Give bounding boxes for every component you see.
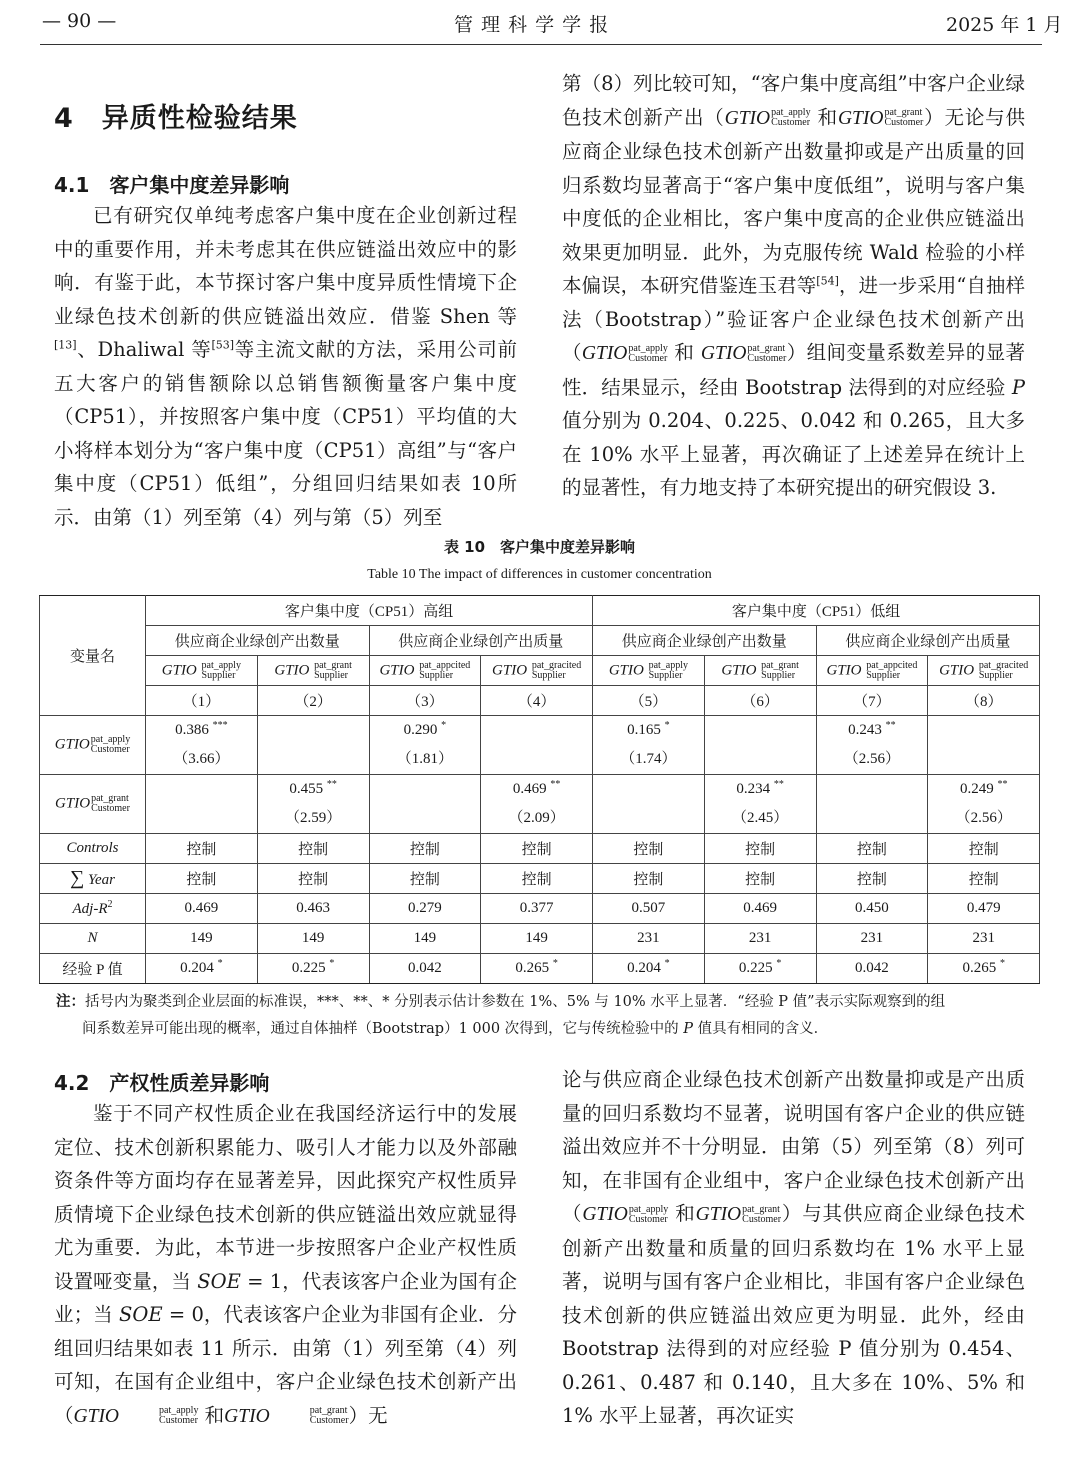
value-cell: 231 [593, 924, 705, 954]
col-number: （6） [704, 686, 816, 716]
value-cell: 149 [481, 924, 593, 954]
table-caption-en: Table 10 The impact of differences in customer concentration [367, 567, 712, 582]
issue-date: 2025 年 1 月 [946, 14, 1063, 36]
value-cell: 控制 [369, 864, 481, 894]
coef-cell [257, 716, 369, 775]
value-cell: 0.279 [369, 894, 481, 924]
value-cell: 0.469 [146, 894, 258, 924]
pvalue-cell: 0.265 * [481, 954, 593, 984]
pvalue-cell: 0.265 * [928, 954, 1040, 984]
value-cell: 149 [369, 924, 481, 954]
value-cell: 控制 [928, 834, 1040, 864]
dep-var-header: GTIO pat_grant Supplier [257, 656, 369, 686]
quality-header: 供应商企业绿创产出质量 [369, 626, 593, 656]
value-cell: 0.377 [481, 894, 593, 924]
row-pvalue [40, 954, 1040, 984]
table-row [40, 864, 1040, 894]
dep-var-header: GTIO pat_grant Supplier [704, 656, 816, 686]
value-cell: 控制 [146, 834, 258, 864]
coef-cell: 0.165 * （1.74） [593, 716, 705, 775]
value-cell: 0.463 [257, 894, 369, 924]
row-label: ∑ Year [40, 864, 146, 894]
dep-var-header: GTIO pat_gracited Supplier [928, 656, 1040, 686]
table-header-row-groups [40, 596, 1040, 626]
value-cell: 控制 [816, 864, 928, 894]
row-label: Controls [40, 834, 146, 864]
row-label: GTIO pat_grant Customer [40, 775, 146, 834]
para-4-2-right: 论与供应商企业绿色技术创新产出数量抑或是产出质量的回归系数均不显著，说明国有客户企业的供应链溢出效应并不十分明显．由第（5）列至第（8）列可知，在非国有企业组中，客户企业绿色技术创新产出（GTIO pat_apply Customer 和GTIO pat_grant Customer ）与其供应商企业绿色技术创新产出数量和质量的回归系数均在 1% 水平上显著，说明与国有客户企业相比，非国有客户企业绿色技术创新的供应链溢出效应更为明显．此外，经由 Bootstrap 法得到的对应经验 P 值分别为 0.454、0.261、0.487 和 0.140，且大多在 10%、5% 和 1% 水平上显著，再次证实 [562, 1068, 1025, 1427]
row-label: Adj-$R^2$ [40, 894, 146, 924]
value-cell: 控制 [816, 834, 928, 864]
coef-cell: 0.386 *** （3.66） [146, 716, 258, 775]
page-number: — 90 — [42, 10, 117, 32]
table-caption-cn: 表 10 客户集中度差异影响 [443, 538, 636, 556]
coef-cell: 0.455 ** （2.59） [257, 775, 369, 834]
pvalue-cell: 0.225 * [257, 954, 369, 984]
table-10 [39, 595, 1040, 984]
value-cell: 控制 [481, 864, 593, 894]
col-number: （7） [816, 686, 928, 716]
coef-cell: 0.243 ** （2.56） [816, 716, 928, 775]
pvalue-cell: 0.204 * [593, 954, 705, 984]
dep-var-header: GTIO pat_apply Supplier [593, 656, 705, 686]
header-rule [40, 44, 1042, 45]
subsection-title-4-2: 4.2 产权性质差异影响 [54, 1071, 270, 1095]
table-header-row-depvars [40, 656, 1040, 686]
table-row [40, 834, 1040, 864]
group-low-header: 客户集中度（CP51）低组 [593, 596, 1040, 626]
qty-header: 供应商企业绿创产出数量 [146, 626, 370, 656]
pvalue-cell: 0.204 * [146, 954, 258, 984]
para-4-1-right: 第（8）列比较可知，“客户集中度高组”中客户企业绿色技术创新产出（GTIO pat_apply Customer 和GTIO pat_grant Customer ）无论与供应商企业绿色技术创新产出数量抑或是产出质量的回归系数均显著高于“客户集中度低组”，说明与客户集中度低的企业相比，客户集中度高的企业供应链溢出效果更加明显．此外，为克服传统 Wald 检验的小样本偏误，本研究借鉴连玉君等[54]，进一步采用“自抽样法（Bootstrap）”验证客户企业绿色技术创新产出（GTIO pat_apply Customer 和 GTIO pat_grant Customer ）组间变量系数差异的显著性．结果显示，经由 Bootstrap 法得到的对应经验 P 值分别为 0.204、0.225、0.042 和 0.265，且大多在 10% 水平上显著，再次确证了上述差异在统计上的显著性，有力地支持了本研究提出的研究假设 3. [562, 72, 1025, 499]
table-row [40, 924, 1040, 954]
pvalue-cell: 0.042 [369, 954, 481, 984]
table-note [56, 988, 1041, 1043]
value-cell: 控制 [928, 864, 1040, 894]
col-number: （2） [257, 686, 369, 716]
note-line-2: 间系数差异可能出现的概率，通过自体抽样（Bootstrap）1 000 次得到，它与传统检验中的 P 值具有相同的含义． [82, 1021, 829, 1037]
value-cell: 0.507 [593, 894, 705, 924]
value-cell: 231 [816, 924, 928, 954]
coef-cell [704, 716, 816, 775]
subsection-title-4-1: 4.1 客户集中度差异影响 [54, 173, 290, 197]
row-label: GTIO pat_apply Customer [40, 716, 146, 775]
coef-cell [146, 775, 258, 834]
dep-var-header: GTIO pat_apply Supplier [146, 656, 258, 686]
table-row [40, 894, 1040, 924]
value-cell: 控制 [481, 834, 593, 864]
note-line-1: 注：括号内为聚类到企业层面的标准误，***、**、* 分别表示估计参数在 1%、5% 与 10% 水平上显著．“经验 P 值”表示实际观察到的组 [56, 993, 946, 1010]
coef-cell: 0.469 ** （2.09） [481, 775, 593, 834]
col-number: （3） [369, 686, 481, 716]
value-cell: 控制 [146, 864, 258, 894]
value-cell: 控制 [704, 834, 816, 864]
value-cell: 控制 [257, 834, 369, 864]
row-label: N [40, 924, 146, 954]
value-cell: 149 [146, 924, 258, 954]
qty-header: 供应商企业绿创产出数量 [593, 626, 817, 656]
row-gtio-apply-customer [40, 716, 1040, 775]
dep-var-header: GTIO pat_appcited Supplier [369, 656, 481, 686]
quality-header: 供应商企业绿创产出质量 [816, 626, 1040, 656]
section-title: 4 异质性检验结果 [54, 103, 298, 134]
value-cell: 0.450 [816, 894, 928, 924]
col-number: （1） [146, 686, 258, 716]
table-header-row-subgroups [40, 626, 1040, 656]
coef-cell: 0.249 ** （2.56） [928, 775, 1040, 834]
value-cell: 控制 [257, 864, 369, 894]
col-number: （4） [481, 686, 593, 716]
value-cell: 控制 [369, 834, 481, 864]
coef-cell [593, 775, 705, 834]
coef-cell [928, 716, 1040, 775]
value-cell: 控制 [593, 834, 705, 864]
value-cell: 231 [704, 924, 816, 954]
col-number: （8） [928, 686, 1040, 716]
group-high-header: 客户集中度（CP51）高组 [146, 596, 593, 626]
para-4-1-left: 已有研究仅单纯考虑客户集中度在企业创新过程中的重要作用，并未考虑其在供应链溢出效应中的影响．有鉴于此，本节探讨客户集中度异质性情境下企业绿色技术创新的供应链溢出效应．借鉴 Shen 等[13]、Dhaliwal 等[53]等主流文献的方法，采用公司前五大客户的销售额除以总销售额衡量客户集中度（CP51），并按照客户集中度（CP51）平均值的大小将样本划分为“客户集中度（CP51）高组”与“客户集中度（CP51）低组”，分组回归结果如表 10所示．由第（1）列至第（4）列与第（5）列至 [54, 204, 517, 529]
value-cell: 0.469 [704, 894, 816, 924]
coef-cell [816, 775, 928, 834]
coef-cell: 0.290 * （1.81） [369, 716, 481, 775]
pvalue-cell: 0.042 [816, 954, 928, 984]
value-cell: 控制 [593, 864, 705, 894]
dep-var-header: GTIO pat_appcited Supplier [816, 656, 928, 686]
coef-cell [369, 775, 481, 834]
journal-title: 管 理 科 学 学 报 [454, 14, 610, 36]
table-header-row-colnums [40, 686, 1040, 716]
value-cell: 149 [257, 924, 369, 954]
row-gtio-grant-customer [40, 775, 1040, 834]
value-cell: 231 [928, 924, 1040, 954]
var-name-header: 变量名 [40, 596, 146, 716]
para-4-2-left: 鉴于不同产权性质企业在我国经济运行中的发展定位、技术创新积累能力、吸引人才能力以及外部融资条件等方面均存在显著差异，因此探究产权性质异质情境下企业绿色技术创新的供应链溢出效应就显得尤为重要．为此，本节进一步按照客户企业产权性质设置哑变量，当 SOE = 1，代表该客户企业为国有企业；当 SOE = 0，代表该客户企业为非国有企业．分组回归结果如表 11 所示．由第（1）列至第（4）列可知，在国有企业组中，客户企业绿色技术创新产出（GTIO pat_apply Customer 和GTIO pat_grant Customer ）无 [54, 1102, 517, 1427]
col-number: （5） [593, 686, 705, 716]
value-cell: 控制 [704, 864, 816, 894]
value-cell: 0.479 [928, 894, 1040, 924]
row-label: 经验 P 值 [40, 954, 146, 984]
coef-cell [481, 716, 593, 775]
coef-cell: 0.234 ** （2.45） [704, 775, 816, 834]
dep-var-header: GTIO pat_gracited Supplier [481, 656, 593, 686]
pvalue-cell: 0.225 * [704, 954, 816, 984]
